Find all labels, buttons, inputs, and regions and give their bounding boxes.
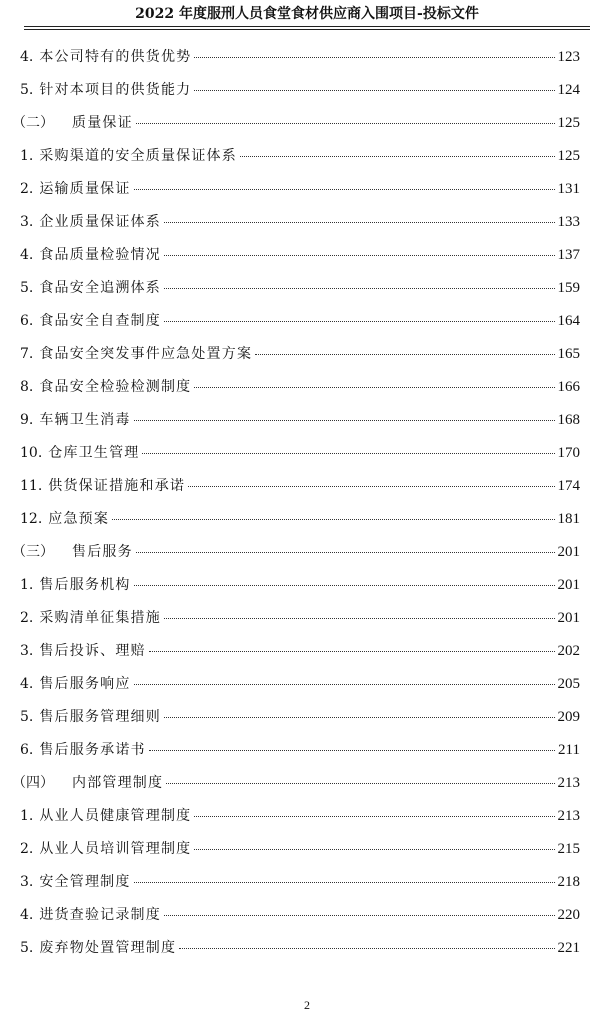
toc-entry-page: 168	[557, 412, 580, 428]
toc-item-row[interactable]	[12, 178, 580, 211]
toc-entry-number: （二）	[12, 115, 54, 131]
toc-dot-leader	[255, 354, 554, 355]
toc-dot-leader	[134, 420, 555, 421]
toc-entry-page: 202	[557, 643, 580, 659]
toc-item-row[interactable]	[12, 706, 580, 739]
toc-entry-page: 201	[557, 610, 580, 626]
toc-dot-leader	[134, 585, 555, 586]
toc-entry-title: 售后投诉、理赔	[39, 643, 146, 659]
toc-item-row[interactable]	[12, 739, 580, 772]
toc-item-row[interactable]	[12, 805, 580, 838]
toc-entry-page: 209	[557, 709, 580, 725]
toc-section-row[interactable]	[12, 541, 580, 574]
toc-dot-leader	[194, 387, 554, 388]
toc-item-row[interactable]	[12, 145, 580, 178]
toc-item-row[interactable]	[12, 673, 580, 706]
toc-item-row[interactable]	[12, 376, 580, 409]
toc-dot-leader	[166, 783, 554, 784]
toc-entry-title: 食品安全追溯体系	[39, 280, 161, 296]
toc-item-row[interactable]	[12, 838, 580, 871]
document-header-title: 2022 年度服刑人员食堂食材供应商入围项目-投标文件	[135, 6, 479, 22]
toc-section-row[interactable]	[12, 112, 580, 145]
toc-entry-title: 车辆卫生消毒	[39, 412, 131, 428]
toc-dot-leader	[188, 486, 554, 487]
toc-item-row[interactable]	[12, 607, 580, 640]
toc-entry-page: 131	[557, 181, 580, 197]
toc-entry-page: 174	[557, 478, 580, 494]
toc-dot-leader	[164, 288, 555, 289]
toc-entry-title: 内部管理制度	[72, 775, 164, 791]
toc-item-row[interactable]	[12, 442, 580, 475]
toc-entry-number: 3.	[20, 643, 34, 659]
toc-dot-leader	[134, 684, 555, 685]
toc-entry-number: 4.	[20, 247, 34, 263]
toc-entry-page: 166	[557, 379, 580, 395]
toc-entry-page: 159	[557, 280, 580, 296]
toc-item-row[interactable]	[12, 244, 580, 277]
header-rule-top	[24, 26, 590, 27]
toc-item-row[interactable]	[12, 937, 580, 970]
toc-dot-leader	[134, 882, 555, 883]
toc-item-row[interactable]	[12, 904, 580, 937]
toc-dot-leader	[240, 156, 555, 157]
toc-item-row[interactable]	[12, 508, 580, 541]
toc-entry-title: 食品安全自查制度	[39, 313, 161, 329]
toc-entry-page: 213	[557, 775, 580, 791]
toc-entry-title: 仓库卫生管理	[48, 445, 140, 461]
toc-dot-leader	[134, 189, 555, 190]
toc-entry-title: 采购清单征集措施	[39, 610, 161, 626]
toc-entry-number: 9.	[20, 412, 34, 428]
toc-entry-number: 11.	[20, 478, 43, 494]
toc-entry-page: 125	[557, 115, 580, 131]
toc-entry-number: 5.	[20, 709, 34, 725]
toc-entry-page: 213	[557, 808, 580, 824]
toc-dot-leader	[164, 717, 555, 718]
toc-item-row[interactable]	[12, 46, 580, 79]
toc-entry-number: 3.	[20, 874, 34, 890]
toc-entry-number: 2.	[20, 181, 34, 197]
toc-entry-title: 进货查验记录制度	[39, 907, 161, 923]
toc-entry-page: 205	[557, 676, 580, 692]
toc-entry-title: 质量保证	[72, 115, 133, 131]
toc-entry-number: 1.	[20, 808, 34, 824]
toc-dot-leader	[142, 453, 554, 454]
table-of-contents	[12, 46, 580, 970]
toc-entry-page: 201	[557, 577, 580, 593]
toc-entry-number: 4.	[20, 49, 34, 65]
toc-entry-number: 5.	[20, 82, 34, 98]
toc-entry-number: 12.	[20, 511, 43, 527]
toc-dot-leader	[112, 519, 554, 520]
toc-entry-page: 133	[557, 214, 580, 230]
toc-entry-title: 运输质量保证	[39, 181, 131, 197]
toc-entry-title: 企业质量保证体系	[39, 214, 161, 230]
toc-entry-page: 211	[558, 742, 580, 758]
toc-item-row[interactable]	[12, 475, 580, 508]
toc-entry-number: 1.	[20, 148, 34, 164]
toc-item-row[interactable]	[12, 211, 580, 244]
toc-entry-title: 售后服务机构	[39, 577, 131, 593]
toc-dot-leader	[149, 750, 555, 751]
toc-entry-title: 食品质量检验情况	[39, 247, 161, 263]
toc-entry-page: 218	[557, 874, 580, 890]
toc-entry-page: 123	[557, 49, 580, 65]
toc-entry-title: 供货保证措施和承诺	[48, 478, 186, 494]
toc-entry-number: 4.	[20, 676, 34, 692]
toc-entry-title: 从业人员培训管理制度	[39, 841, 192, 857]
toc-entry-number: 1.	[20, 577, 34, 593]
toc-entry-page: 164	[557, 313, 580, 329]
toc-entry-number: 10.	[20, 445, 43, 461]
toc-entry-title: 从业人员健康管理制度	[39, 808, 192, 824]
toc-entry-page: 137	[557, 247, 580, 263]
toc-item-row[interactable]	[12, 574, 580, 607]
toc-entry-number: 2.	[20, 610, 34, 626]
toc-item-row[interactable]	[12, 277, 580, 310]
toc-dot-leader	[164, 321, 555, 322]
toc-entry-number: 5.	[20, 280, 34, 296]
toc-entry-title: 售后服务管理细则	[39, 709, 161, 725]
toc-entry-title: 售后服务响应	[39, 676, 131, 692]
toc-entry-title: 售后服务承诺书	[39, 742, 146, 758]
toc-item-row[interactable]	[12, 310, 580, 343]
toc-item-row[interactable]	[12, 640, 580, 673]
toc-entry-title: 食品安全突发事件应急处置方案	[39, 346, 253, 362]
toc-entry-title: 售后服务	[72, 544, 133, 560]
toc-entry-page: 221	[557, 940, 580, 956]
toc-dot-leader	[194, 849, 554, 850]
toc-entry-title: 安全管理制度	[39, 874, 131, 890]
toc-entry-number: 4.	[20, 907, 34, 923]
toc-entry-number: 6.	[20, 742, 34, 758]
toc-entry-page: 201	[557, 544, 580, 560]
toc-entry-page: 181	[557, 511, 580, 527]
header-rule-bottom	[24, 29, 590, 30]
page-number: 2	[304, 998, 310, 1012]
toc-entry-title: 针对本项目的供货能力	[39, 82, 192, 98]
toc-entry-title: 本公司特有的供货优势	[39, 49, 192, 65]
toc-entry-title: 采购渠道的安全质量保证体系	[39, 148, 237, 164]
toc-entry-number: （三）	[12, 544, 54, 560]
toc-entry-number: 7.	[20, 346, 34, 362]
toc-dot-leader	[136, 552, 555, 553]
toc-dot-leader	[164, 255, 555, 256]
toc-dot-leader	[194, 90, 554, 91]
toc-entry-number: （四）	[12, 775, 54, 791]
toc-item-row[interactable]	[12, 871, 580, 904]
toc-entry-number: 3.	[20, 214, 34, 230]
toc-dot-leader	[136, 123, 555, 124]
toc-entry-page: 125	[557, 148, 580, 164]
toc-entry-page: 215	[557, 841, 580, 857]
toc-entry-title: 食品安全检验检测制度	[39, 379, 192, 395]
toc-item-row[interactable]	[12, 79, 580, 112]
toc-dot-leader	[194, 57, 554, 58]
toc-entry-number: 5.	[20, 940, 34, 956]
toc-dot-leader	[164, 618, 555, 619]
toc-entry-number: 6.	[20, 313, 34, 329]
toc-section-row[interactable]	[12, 772, 580, 805]
toc-entry-number: 8.	[20, 379, 34, 395]
toc-dot-leader	[164, 915, 555, 916]
toc-item-row[interactable]	[12, 343, 580, 376]
toc-entry-page: 170	[557, 445, 580, 461]
toc-entry-title: 废弃物处置管理制度	[39, 940, 177, 956]
toc-dot-leader	[149, 651, 555, 652]
toc-dot-leader	[194, 816, 554, 817]
toc-entry-page: 124	[557, 82, 580, 98]
toc-dot-leader	[179, 948, 554, 949]
toc-item-row[interactable]	[12, 409, 580, 442]
toc-dot-leader	[164, 222, 555, 223]
toc-entry-number: 2.	[20, 841, 34, 857]
toc-entry-page: 220	[557, 907, 580, 923]
toc-entry-page: 165	[557, 346, 580, 362]
toc-entry-title: 应急预案	[48, 511, 110, 527]
